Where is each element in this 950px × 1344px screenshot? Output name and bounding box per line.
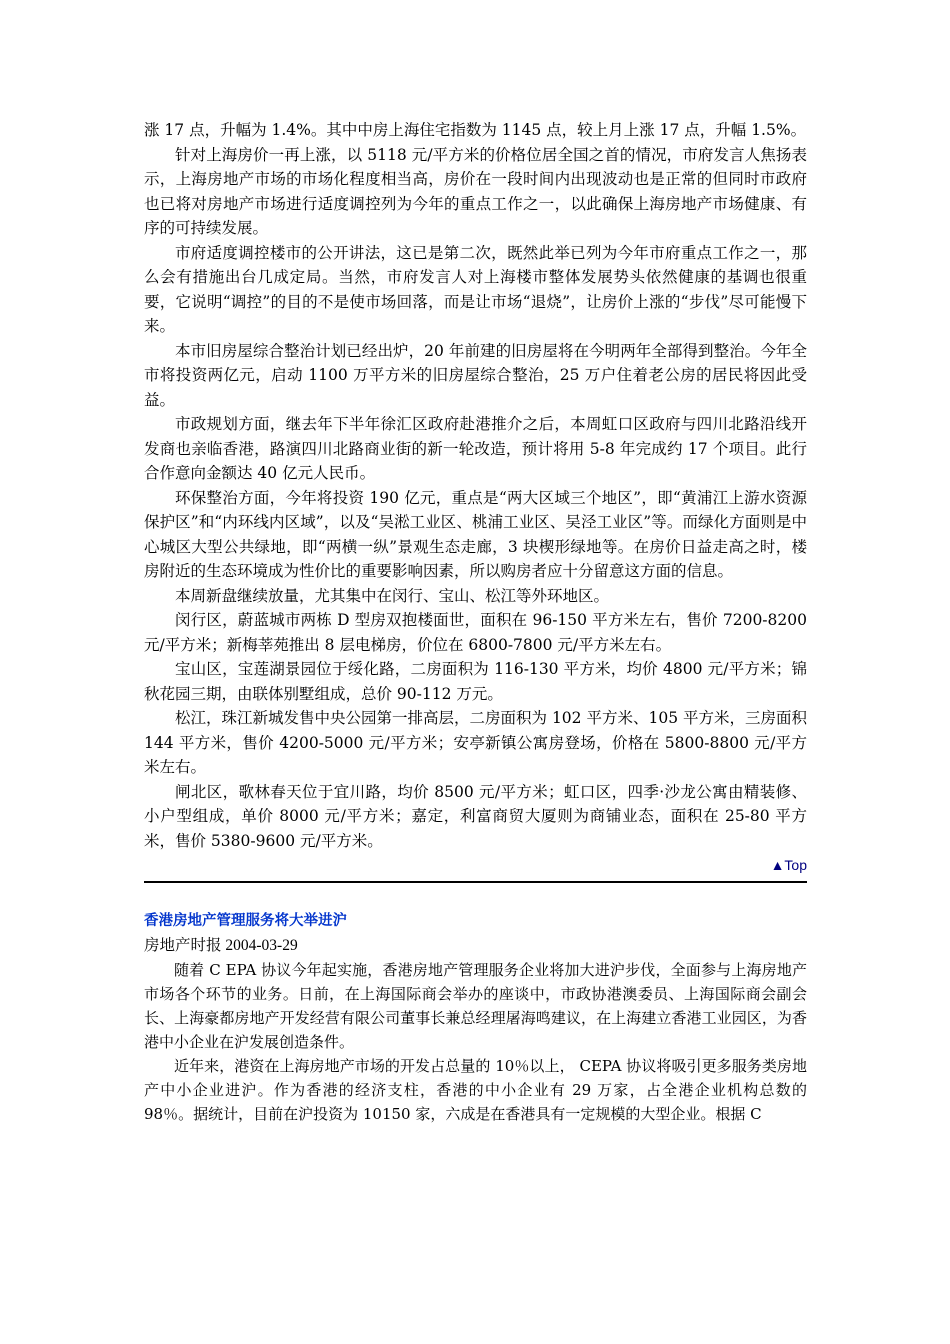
article-title[interactable]: 香港房地产管理服务将大举进沪 [144,913,347,929]
document-page [144,118,807,1126]
paragraph: 涨 17 点，升幅为 1.4%。其中中房上海住宅指数为 1145 点，较上月上涨 17 点，升幅 1.5%。 [144,121,807,139]
paragraph: 市政规划方面，继去年下半年徐汇区政府赴港推介之后，本周虹口区政府与四川北路沿线开发商也亲临香港，路演四川北路商业街的新一轮改造，预计将用 5-8 年完成约 17 个项目。此行合作意向金额达 40 亿元人民币。 [144,415,807,482]
paragraph: 宝山区，宝莲湖景园位于绥化路，二房面积为 116-130 平方米，均价 4800 元/平方米；锦秋花园三期，由联体别墅组成，总价 90-112 万元。 [144,660,807,703]
section-divider [144,881,807,883]
paragraph: 近年来，港资在上海房地产市场的开发占总量的 10％以上， CEPA 协议将吸引更多服务类房地产中小企业进沪。作为香港的经济支柱，香港的中小企业有 29 万家，占全港企业机构总数的 98％。据统计，目前在沪投资为 10150 家，六成是在香港具有一定规模的大型企业。根据 C [144,1057,807,1123]
paragraph: 闸北区，歌林春天位于宜川路，均价 8500 元/平方米；虹口区，四季·沙龙公寓由精装修、小户型组成，单价 8000 元/平方米；嘉定，利富商贸大厦则为商铺业态，面积在 25-80 平方米，售价 5380-9600 元/平方米。 [144,782,807,850]
back-to-top-link[interactable]: ▲Top [770,857,807,873]
paragraph: 环保整治方面，今年将投资 190 亿元，重点是“两大区域三个地区”，即“黄浦江上游水资源保护区”和“内环线内区域”，以及“吴淞工业区、桃浦工业区、吴泾工业区”等。而绿化方面则是中心城区大型公共绿地，即“两横一纵”景观生态走廊，3 块楔形绿地等。在房价日益走高之时，楼房附近的生态环境成为性价比的重要影响因素，所以购房者应十分留意这方面的信息。 [144,488,807,580]
paragraph: 随着 C EPA 协议今年起实施，香港房地产管理服务企业将加大进沪步伐，全面参与上海房地产市场各个环节的业务。日前，在上海国际商会举办的座谈中，市政协港澳委员、上海国际商会副会长、上海豪都房地产开发经营有限公司董事长兼总经理屠海鸣建议，在上海建立香港工业园区，为香港中小企业在沪发展创造条件。 [144,961,807,1051]
article-byline: 房地产时报 2004-03-29 [144,937,298,954]
paragraph: 松江，珠江新城发售中央公园第一排高层，二房面积为 102 平方米、105 平方米，三房面积 144 平方米，售价 4200-5000 元/平方米；安亭新镇公寓房登场，价格在 5800-8800 元/平方米左右。 [144,709,807,776]
paragraph: 本周新盘继续放量，尤其集中在闵行、宝山、松江等外环地区。 [175,586,610,605]
top-link-row [144,857,807,881]
paragraph: 针对上海房价一再上涨，以 5118 元/平方米的价格位居全国之首的情况，市府发言人焦扬表示，上海房地产市场的市场化程度相当高，房价在一段时间内出现波动也是正常的但同时市政府也已将对房地产市场进行适度调控列为今年的重点工作之一，以此确保上海房地产市场健康、有序的可持续发展。 [144,145,807,237]
paragraph: 市府适度调控楼市的公开讲法，这已是第二次，既然此举已列为今年市府重点工作之一，那么会有措施出台几成定局。当然，市府发言人对上海楼市整体发展势头依然健康的基调也很重要，它说明“调控”的目的不是使市场回落，而是让市场“退烧”，让房价上涨的“步伐”尽可能慢下来。 [144,243,807,335]
paragraph: 闵行区，蔚蓝城市两栋 D 型房双抱楼面世，面积在 96-150 平方米左右，售价 7200-8200 元/平方米；新梅莘苑推出 8 层电梯房，价位在 6800-7800 元/平方米左右。 [144,611,807,654]
paragraph: 本市旧房屋综合整治计划已经出炉，20 年前建的旧房屋将在今明两年全部得到整治。今年全市将投资两亿元，启动 1100 万平方米的旧房屋综合整治，25 万户住着老公房的居民将因此受益。 [144,341,807,409]
